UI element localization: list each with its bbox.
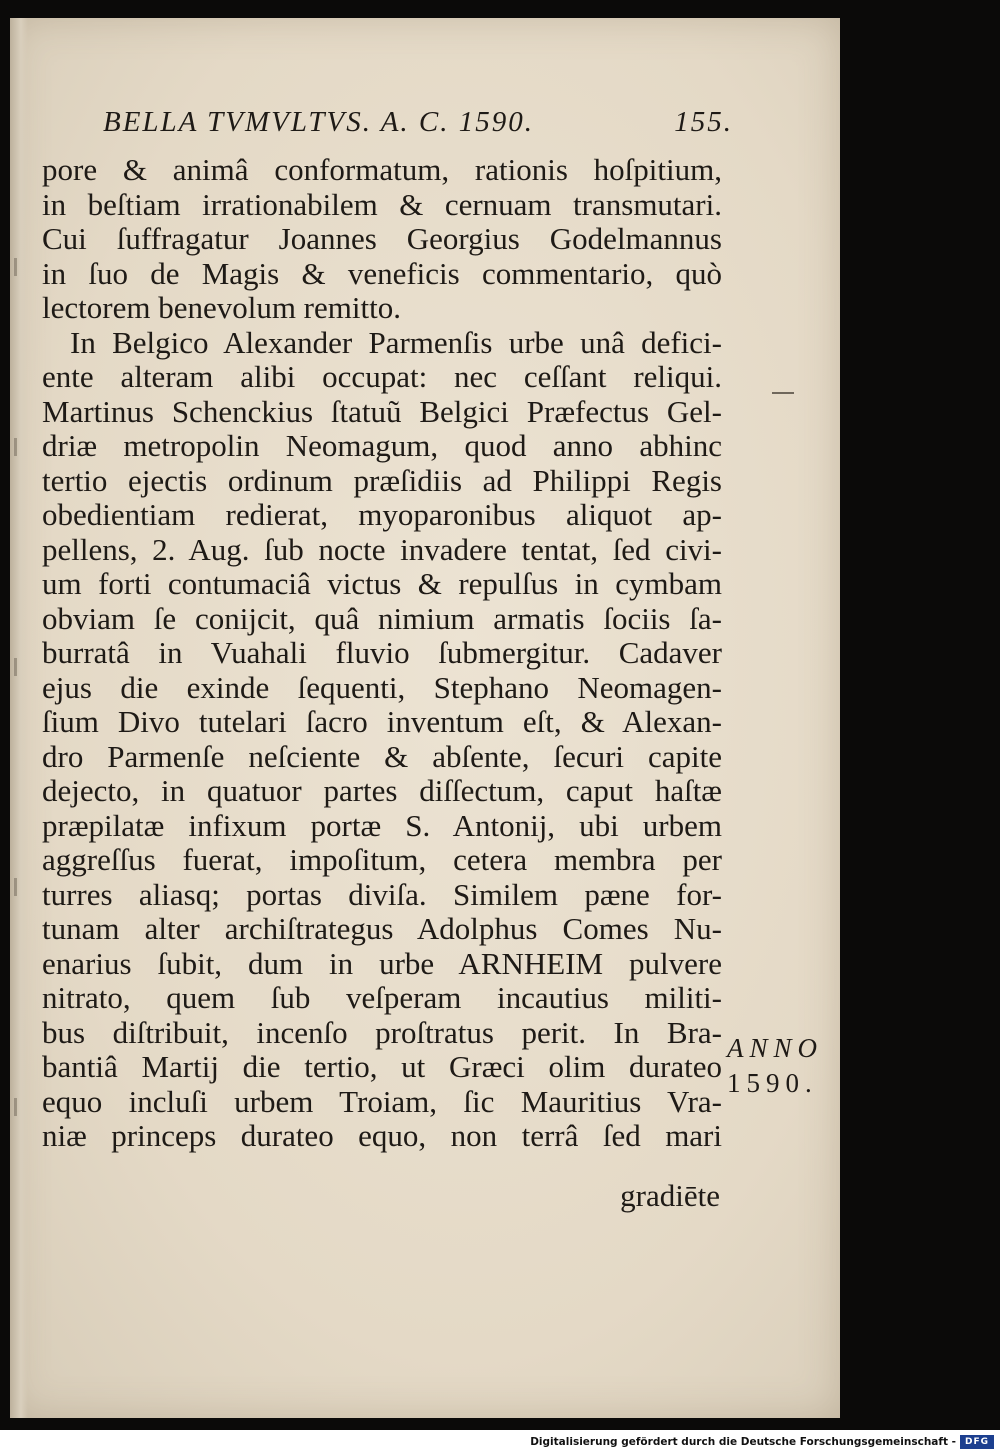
binding-mark: [14, 438, 17, 456]
text-line: in ſuo de Magis & veneficis commentario, quò: [42, 256, 722, 291]
footer-bar: [0, 1430, 1000, 1455]
funding-credit: Digitalisierung gefördert durch die Deutsche Forschungsgemeinschaft -: [530, 1436, 956, 1448]
text-line: niæ princeps durateo equo, non terrâ ſed mari: [42, 1119, 722, 1153]
text-line: aggreſſus fuerat, impoſitum, cetera membra per: [42, 843, 722, 877]
binding-mark: [14, 1098, 17, 1116]
margin-note-year-number: 1590.: [727, 1067, 818, 1098]
text-line: equo incluſi urbem Troiam, ſic Mauritius Vra-: [42, 1084, 722, 1119]
text-line: In Belgico Alexander Parmenſis urbe unâ defici-: [70, 325, 722, 360]
body-text: [42, 153, 722, 1154]
text-line: pore & animâ conformatum, rationis hoſpitium,: [42, 153, 722, 187]
text-line: burratâ in Vuahali fluvio ſubmergitur. Cadaver: [42, 636, 722, 670]
book-page: [10, 18, 840, 1418]
text-line: um forti contumaciâ victus & repulſus in cymbam: [42, 567, 722, 601]
binding-mark: [14, 658, 17, 676]
text-line: ſium Divo tutelari ſacro inventum eſt, & Alexan-: [42, 705, 722, 739]
text-line: ejus die exinde ſequenti, Stephano Neomagen-: [42, 670, 722, 705]
page-header: [103, 106, 733, 146]
binding-mark: [14, 878, 17, 896]
margin-note-anno: ANNO: [727, 1033, 824, 1063]
text-line: tertio ejectis ordinum præſidiis ad Philippi Regis: [42, 463, 722, 498]
pencil-mark: [772, 392, 794, 394]
text-line: dro Parmenſe neſciente & abſente, ſecuri capite: [42, 739, 722, 774]
text-line: nitrato, quem ſub veſperam incautius militi-: [42, 981, 722, 1015]
text-line: obedientiam redierat, myoparonibus aliquot ap-: [42, 498, 722, 532]
binding-mark: [14, 258, 17, 276]
text-line: obviam ſe conijcit, quâ nimium armatis ſociis ſa-: [42, 601, 722, 636]
text-line: enarius ſubit, dum in urbe ARNHEIM pulvere: [42, 946, 722, 981]
running-title: BELLA TVMVLTVS. A. C. 1590.: [103, 106, 535, 138]
text-line: pellens, 2. Aug. ſub nocte invadere tentat, ſed civi-: [42, 532, 722, 567]
text-line: bus diſtribuit, incenſo proſtratus perit. In Bra-: [42, 1015, 722, 1050]
text-line: turres aliasq; portas diviſa. Similem pæne for-: [42, 877, 722, 912]
margin-note-year: [727, 1031, 837, 1100]
text-line: ente alteram alibi occupat: nec ceſſant reliqui.: [42, 360, 722, 394]
page-gutter: [10, 18, 28, 1418]
catchword: gradiēte: [620, 1178, 720, 1213]
page-number: 155.: [674, 106, 733, 138]
text-line: Martinus Schenckius ſtatuũ Belgici Præfectus Gel-: [42, 394, 722, 429]
text-line: bantiâ Martij die tertio, ut Græci olim durateo: [42, 1050, 722, 1084]
text-line: driæ metropolin Neomagum, quod anno abhinc: [42, 429, 722, 463]
dfg-logo-icon: DFG: [960, 1435, 994, 1449]
text-line: Cui ſuffragatur Joannes Georgius Godelmannus: [42, 222, 722, 256]
text-line: lectorem benevolum remitto.: [42, 291, 401, 325]
text-line: præpilatæ infixum portæ S. Antonij, ubi urbem: [42, 808, 722, 843]
text-line: tunam alter archiſtrategus Adolphus Comes Nu-: [42, 912, 722, 946]
text-line: dejecto, in quatuor partes diſſectum, caput haſtæ: [42, 774, 722, 808]
text-line: in beſtiam irrationabilem & cernuam transmutari.: [42, 187, 722, 222]
